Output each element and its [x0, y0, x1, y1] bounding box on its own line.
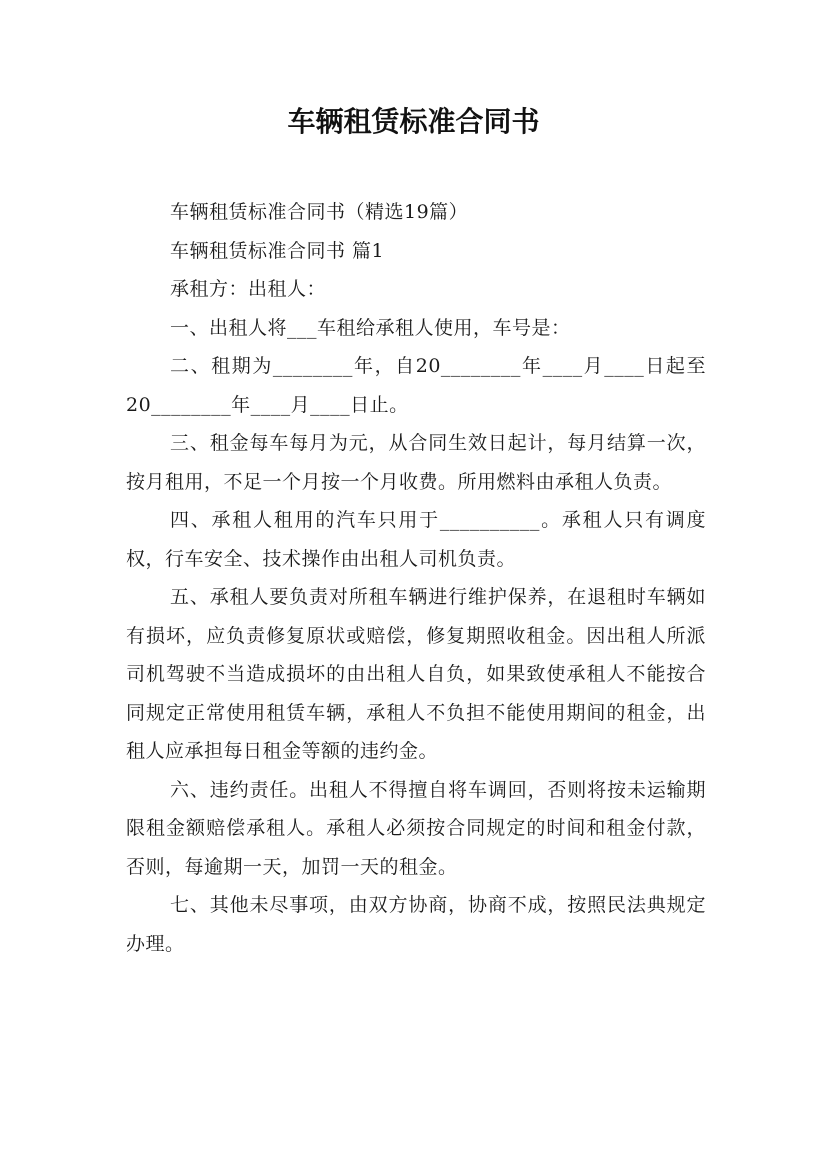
- document-title: 车辆租赁标准合同书: [287, 105, 540, 138]
- paragraph-section-heading: 车辆租赁标准合同书 篇1: [170, 239, 385, 262]
- paragraph-clause-3: 三、租金每车每月为元，从合同生效日起计，每月结算一次，按月租用，不足一个月按一个月收费。所用燃料由承租人负责。: [126, 432, 706, 493]
- paragraph-clause-5: 五、承租人要负责对所租车辆进行维护保养，在退租时车辆如有损坏，应负责修复原状或赔偿，修复期照收租金。因出租人所派司机驾驶不当造成损坏的由出租人自负，如果致使承租人不能按合同规定正常使用租赁车辆，承租人不负担不能使用期间的租金，出租人应承担每日租金等额的违约金。: [126, 586, 706, 762]
- paragraph-collection-title: 车辆租赁标准合同书（精选19篇）: [170, 201, 469, 223]
- paragraph-parties: 承租方：出租人：: [170, 278, 327, 300]
- paragraph-clause-6: 六、违约责任。出租人不得擅自将车调回，否则将按未运输期限租金额赔偿承租人。承租人必须按合同规定的时间和租金付款，否则，每逾期一天，加罚一天的租金。: [126, 778, 706, 878]
- paragraph-clause-7: 七、其他未尽事项，由双方协商，协商不成，按照民法典规定办理。: [126, 894, 706, 955]
- paragraph-clause-1: 一、出租人将___车租给承租人使用，车号是：: [170, 316, 571, 339]
- paragraph-clause-2: 二、租期为________年，自20________年____月____日起至20________年____月____日止。: [126, 355, 706, 416]
- paragraph-clause-4: 四、承租人租用的汽车只用于__________。承租人只有调度权，行车安全、技术操作由出租人司机负责。: [126, 509, 706, 570]
- document-body: [126, 193, 706, 963]
